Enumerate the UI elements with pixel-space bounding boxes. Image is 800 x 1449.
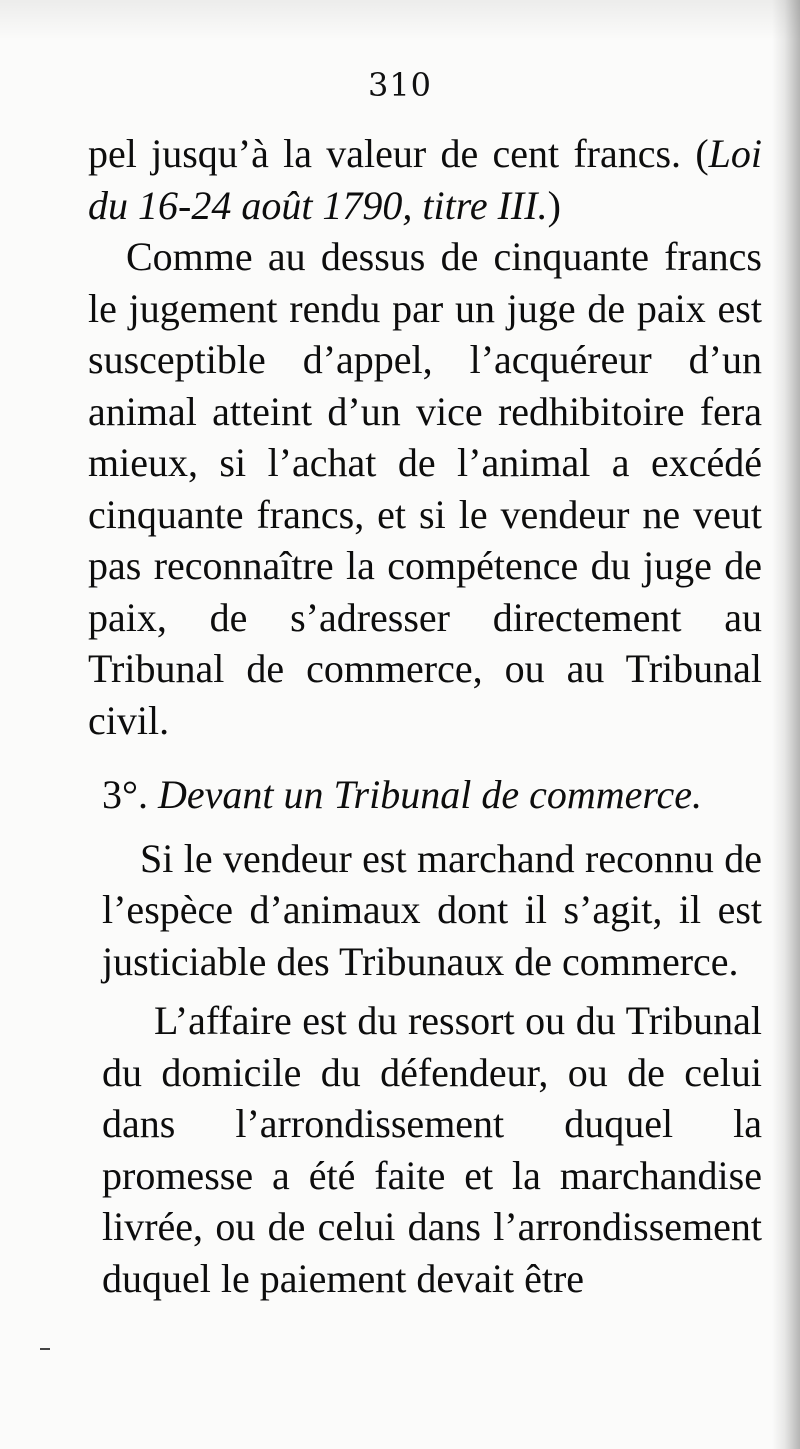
section-title: Devant un Tribunal de commerce. [158,772,702,817]
citation-close: ) [547,182,561,228]
page-number: 310 [367,66,433,104]
paragraph-venue: L’affaire est du ressort ou du Tribunal du domicile du défendeur, ou de celui dans l’arrondissement duquel la promesse a été faite et la marchandise livrée, ou de celui dans l’arrondissement duquel le paiement devait être [102,998,762,1301]
paragraph-continuation [88,128,762,231]
section-number: 3°. [102,772,148,817]
margin-mark [40,1348,50,1350]
paragraph-text: pel jusqu’à la valeur de cent francs. ( [88,131,709,176]
paragraph-jurisdiction: Si le vendeur est marchand reconnu de l’espèce d’animaux dont il s’agit, il est justiciable des Tribunaux de commerce. [102,835,762,984]
page-edge-shadow [772,0,800,1449]
page-body [88,128,762,1304]
paragraph-appeal: Comme au dessus de cinquante francs le jugement rendu par un juge de paix est susceptible d’appel, l’acquéreur d’un animal atteint d’un vice redhibitoire fera mieux, si l’achat de l’animal a excédé cinquante francs, et si le vendeur ne veut pas reconnaître la compétence du juge de paix, de s’adresser directement au Tribunal de commerce, ou au Tribunal civil. [88,234,762,743]
law-citation: Loi du 16-24 août 1790, titre III. [88,131,762,228]
section-heading [88,769,762,821]
page-top-shading [0,0,800,40]
